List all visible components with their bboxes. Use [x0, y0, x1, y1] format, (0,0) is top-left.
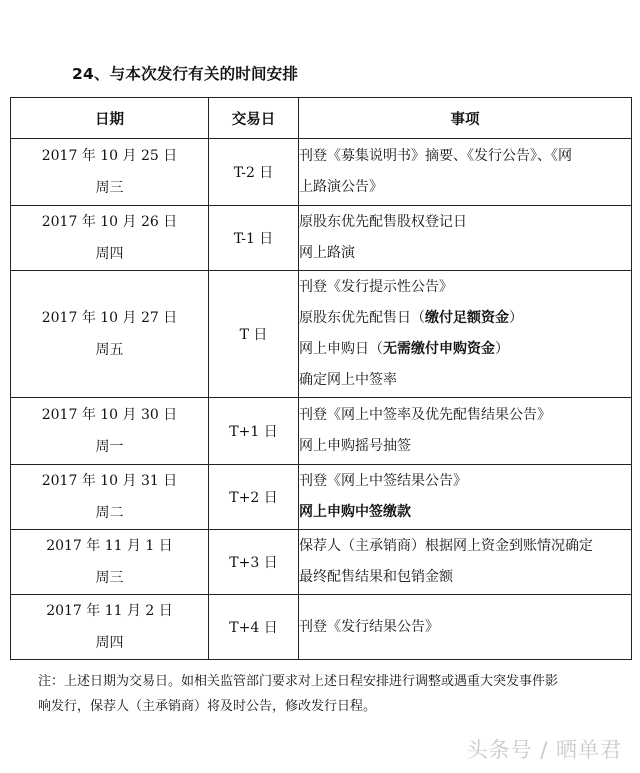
items-cell [299, 398, 632, 465]
schedule-table [10, 97, 632, 660]
header-trading-day: 交易日 [209, 98, 299, 139]
items-cell [299, 595, 632, 660]
date-cell [11, 139, 209, 206]
item-line [299, 272, 631, 303]
date-text: 2017 年 11 月 1 日 [46, 538, 173, 554]
item-emphasis: 缴付足额资金 [425, 310, 509, 326]
item-text: 确定网上中签率 [299, 372, 397, 388]
items-cell [299, 139, 632, 206]
trading-day-cell: T+4 日 [209, 595, 299, 660]
item-text: 刊登《发行提示性公告》 [299, 279, 453, 295]
item-line [299, 172, 631, 203]
weekday-text: 周三 [95, 180, 124, 196]
table-header-row [11, 98, 632, 139]
table-row [11, 465, 632, 530]
watermark: 头条号 / 晒单君 [466, 738, 622, 762]
item-line [299, 141, 631, 172]
footnote-line-1: 注：上述日期为交易日。如相关监管部门要求对上述日程安排进行调整或遇重大突发事件影 [38, 674, 559, 689]
weekday-text: 周三 [95, 570, 124, 586]
item-line [299, 365, 631, 396]
item-line [299, 466, 631, 497]
table-row [11, 595, 632, 660]
date-cell [11, 206, 209, 271]
item-text: 上路演公告》 [299, 179, 383, 195]
item-text: 刊登《网上中签结果公告》 [299, 473, 467, 489]
table-row [11, 271, 632, 398]
date-text: 2017 年 10 月 27 日 [41, 310, 178, 326]
item-text: 保荐人（主承销商）根据网上资金到账情况确定 [299, 538, 593, 554]
item-text: 原股东优先配售日（ [299, 310, 425, 326]
date-text: 2017 年 10 月 30 日 [41, 407, 178, 423]
date-text: 2017 年 10 月 31 日 [41, 473, 178, 489]
item-text: ） [495, 341, 509, 357]
item-emphasis: 无需缴付申购资金 [383, 341, 495, 357]
item-text: 网上申购摇号抽签 [299, 438, 411, 454]
header-items: 事项 [299, 98, 632, 139]
item-text: 网上申购日（ [299, 341, 383, 357]
item-line [299, 400, 631, 431]
trading-day-cell: T 日 [209, 271, 299, 398]
item-emphasis: 网上申购中签缴款 [299, 504, 411, 520]
date-cell [11, 530, 209, 595]
date-cell [11, 398, 209, 465]
date-cell [11, 271, 209, 398]
item-line [299, 238, 631, 269]
section-heading: 24、与本次发行有关的时间安排 [72, 65, 299, 83]
table-row [11, 530, 632, 595]
item-text: 原股东优先配售股权登记日 [299, 214, 467, 230]
item-text: 刊登《网上中签率及优先配售结果公告》 [299, 407, 551, 423]
item-line [299, 334, 631, 365]
item-text: 最终配售结果和包销金额 [299, 569, 453, 585]
weekday-text: 周一 [95, 439, 124, 455]
item-text: 网上路演 [299, 245, 355, 261]
item-line [299, 531, 631, 562]
weekday-text: 周四 [95, 635, 124, 651]
date-cell [11, 595, 209, 660]
footnote-line-2: 响发行，保荐人（主承销商）将及时公告，修改发行日程。 [38, 699, 377, 714]
table-row [11, 206, 632, 271]
item-text: ） [509, 310, 523, 326]
trading-day-cell: T-1 日 [209, 206, 299, 271]
weekday-text: 周五 [95, 342, 124, 358]
item-line [299, 562, 631, 593]
weekday-text: 周二 [95, 505, 124, 521]
items-cell [299, 206, 632, 271]
trading-day-cell: T+1 日 [209, 398, 299, 465]
schedule-body [11, 139, 632, 660]
item-line [299, 497, 631, 528]
trading-day-cell: T+2 日 [209, 465, 299, 530]
weekday-text: 周四 [95, 246, 124, 262]
date-text: 2017 年 10 月 26 日 [41, 214, 178, 230]
trading-day-cell: T+3 日 [209, 530, 299, 595]
date-text: 2017 年 11 月 2 日 [46, 603, 173, 619]
items-cell [299, 465, 632, 530]
item-text: 刊登《发行结果公告》 [299, 618, 439, 635]
item-line [299, 303, 631, 334]
footnote [38, 669, 618, 719]
table-row [11, 398, 632, 465]
item-line [299, 207, 631, 238]
date-text: 2017 年 10 月 25 日 [41, 148, 178, 164]
table-row [11, 139, 632, 206]
date-cell [11, 465, 209, 530]
item-line [299, 612, 631, 643]
item-line [299, 431, 631, 462]
items-cell [299, 530, 632, 595]
trading-day-cell: T-2 日 [209, 139, 299, 206]
header-date: 日期 [11, 98, 209, 139]
item-text: 刊登《募集说明书》摘要、《发行公告》、《网 [299, 148, 572, 164]
items-cell [299, 271, 632, 398]
